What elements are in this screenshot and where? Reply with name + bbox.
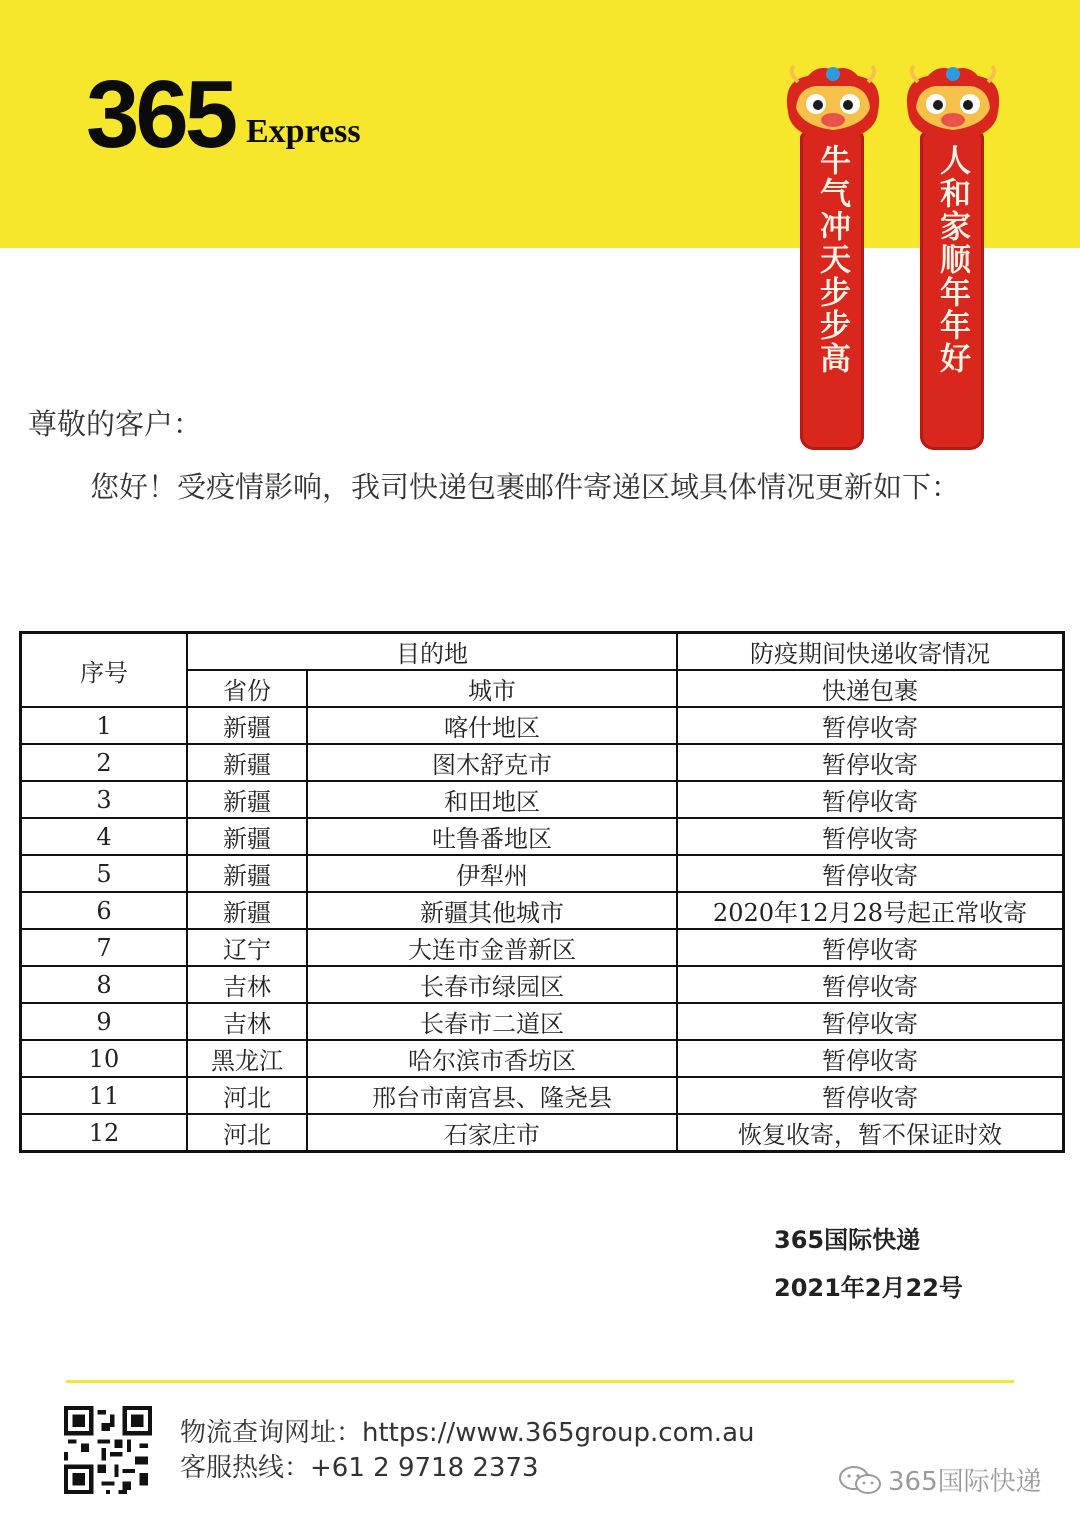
couplet-right-text: 人和家顺年年好 — [934, 144, 970, 375]
signature-block — [774, 1216, 963, 1312]
table-row — [21, 929, 1064, 966]
logo-word: Express — [246, 113, 361, 150]
cell-status: 暂停收寄 — [677, 781, 1064, 818]
cell-city: 大连市金普新区 — [307, 929, 677, 966]
couplet-left-text: 牛气冲天步步高 — [814, 144, 850, 375]
cell-index: 7 — [21, 929, 188, 966]
cell-index: 4 — [21, 818, 188, 855]
cell-city: 伊犁州 — [307, 855, 677, 892]
logo-number: 365 — [86, 61, 235, 168]
table-body — [21, 707, 1064, 1152]
table-header-row — [21, 633, 1064, 671]
table-row — [21, 1114, 1064, 1152]
cell-city: 长春市绿园区 — [307, 966, 677, 1003]
cell-city: 长春市二道区 — [307, 1003, 677, 1040]
cell-index: 6 — [21, 892, 188, 929]
wechat-icon — [838, 1465, 882, 1495]
cell-index: 8 — [21, 966, 188, 1003]
cell-city: 和田地区 — [307, 781, 677, 818]
hotline: 客服热线：+61 2 9718 2373 — [180, 1453, 539, 1483]
letter-greeting: 尊敬的客户： — [28, 407, 203, 441]
cell-province: 新疆 — [187, 855, 307, 892]
cell-province: 新疆 — [187, 892, 307, 929]
cell-status: 暂停收寄 — [677, 744, 1064, 781]
cell-city: 吐鲁番地区 — [307, 818, 677, 855]
header-parcel: 快递包裹 — [677, 670, 1064, 707]
cell-province: 辽宁 — [187, 929, 307, 966]
cell-status: 暂停收寄 — [677, 1040, 1064, 1077]
cell-province: 新疆 — [187, 707, 307, 744]
cell-city: 邢台市南宫县、隆尧县 — [307, 1077, 677, 1114]
cell-status: 恢复收寄，暂不保证时效 — [677, 1114, 1064, 1152]
header-destination: 目的地 — [187, 633, 677, 671]
table-row — [21, 1040, 1064, 1077]
header-status-group: 防疫期间快递收寄情况 — [677, 633, 1064, 671]
table-row — [21, 855, 1064, 892]
cell-province: 吉林 — [187, 1003, 307, 1040]
couplet-scroll — [800, 132, 864, 450]
table-row — [21, 1003, 1064, 1040]
delivery-status-table — [19, 631, 1065, 1153]
cell-index: 11 — [21, 1077, 188, 1114]
cell-status: 暂停收寄 — [677, 855, 1064, 892]
cell-status: 2020年12月28号起正常收寄 — [677, 892, 1064, 929]
qr-code-icon — [64, 1406, 152, 1494]
couplet-left — [778, 62, 888, 402]
table-row — [21, 1077, 1064, 1114]
cell-status: 暂停收寄 — [677, 966, 1064, 1003]
cell-city: 哈尔滨市香坊区 — [307, 1040, 677, 1077]
cell-index: 1 — [21, 707, 188, 744]
cell-province: 河北 — [187, 1114, 307, 1152]
cell-index: 9 — [21, 1003, 188, 1040]
cell-province: 新疆 — [187, 818, 307, 855]
footer-divider — [66, 1380, 1014, 1383]
cell-index: 3 — [21, 781, 188, 818]
table-row — [21, 966, 1064, 1003]
cell-province: 吉林 — [187, 966, 307, 1003]
cell-status: 暂停收寄 — [677, 1077, 1064, 1114]
cell-index: 10 — [21, 1040, 188, 1077]
table-row — [21, 707, 1064, 744]
couplet-scroll — [920, 132, 984, 450]
cell-city: 石家庄市 — [307, 1114, 677, 1152]
cell-index: 12 — [21, 1114, 188, 1152]
table-row — [21, 818, 1064, 855]
watermark — [838, 1461, 1042, 1498]
cell-city: 图木舒克市 — [307, 744, 677, 781]
signature-company: 365国际快递 — [774, 1226, 921, 1254]
letter-intro: 您好！受疫情影响，我司快递包裹邮件寄递区域具体情况更新如下： — [90, 470, 961, 504]
cell-city: 新疆其他城市 — [307, 892, 677, 929]
cell-province: 新疆 — [187, 781, 307, 818]
watermark-text: 365国际快递 — [888, 1467, 1042, 1497]
tracking-url[interactable]: 物流查询网址：https://www.365group.com.au — [180, 1418, 755, 1448]
signature-date: 2021年2月22号 — [774, 1274, 963, 1302]
header-city: 城市 — [307, 670, 677, 707]
contact-info — [180, 1416, 754, 1486]
cell-province: 黑龙江 — [187, 1040, 307, 1077]
header-index: 序号 — [21, 633, 188, 708]
table-row — [21, 892, 1064, 929]
table-row — [21, 781, 1064, 818]
lion-head-icon — [898, 62, 1008, 146]
cell-city: 喀什地区 — [307, 707, 677, 744]
couplet-right — [898, 62, 1008, 402]
cell-status: 暂停收寄 — [677, 818, 1064, 855]
cell-status: 暂停收寄 — [677, 929, 1064, 966]
cell-status: 暂停收寄 — [677, 707, 1064, 744]
header-province: 省份 — [187, 670, 307, 707]
cell-status: 暂停收寄 — [677, 1003, 1064, 1040]
cell-index: 5 — [21, 855, 188, 892]
cell-province: 新疆 — [187, 744, 307, 781]
cell-index: 2 — [21, 744, 188, 781]
lion-head-icon — [778, 62, 888, 146]
cell-province: 河北 — [187, 1077, 307, 1114]
table-row — [21, 744, 1064, 781]
